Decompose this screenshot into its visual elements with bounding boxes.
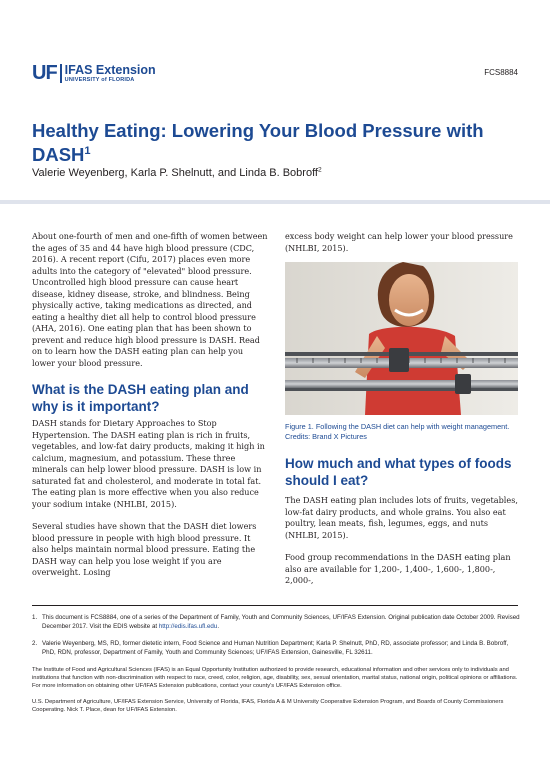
intro-continued-text: excess body weight can help lower your blood pressure (NHLBI, 2015). [285,231,513,253]
section-body-how-much [285,495,521,587]
authors-footnote-marker: 2 [317,166,322,174]
figure-photo-woman-on-scale [285,262,518,415]
page-title [32,119,512,167]
figure-caption [285,422,525,441]
equal-opportunity-notice: The Institute of Food and Agricultural Sciences (IFAS) is an Equal Opportunity Institution authorized to provide research, educational information and other services only to individuals and institutions that function with non-discrimination with respect to race, creed, color, religion, age, disability, sex, sexual orientation, marital status, national origin, political opinions or affiliations. For more information on obtaining other UF/IFAS Extension publications, contact your county's UF/IFAS Extension office. [32,667,518,690]
footnote-2-number: 2. [32,640,38,648]
intro-continued [285,231,520,254]
footnote-1-text: This document is FCS8884, one of a series of the Department of Family, Youth and Community Sciences, UF/IFAS Extension. Original publication date October 2009. Revised December 2017. Visit the EDIS website at [42,614,520,630]
section2-paragraph-2: Food group recommendations in the DASH eating plan also are available for 1,200-, 1,400-, 1,600-, 1,800-, 2,000-, [285,552,511,585]
section-heading-what-is-dash: What is the DASH eating plan and why is it important? [32,382,249,414]
footnote-1-number: 1. [32,614,38,621]
photo-illustration [285,262,518,415]
footnote-2 [32,640,522,657]
extension-name: IFAS Extension [64,63,156,77]
section1-paragraph-1: DASH stands for Dietary Approaches to Stop Hypertension. The DASH eating plan is rich in fruits, vegetables, and low-fat dairy products, making it high in calcium, magnesium, and potassium. These three minerals can help lower blood pressure. DASH is low in saturated fat and cholesterol, and moderate in total fat. The eating plan is more effective when you also reduce your sodium intake (NHLBI, 2015). [32,418,265,509]
figure-caption-text: Figure 1. Following the DASH diet can help with weight management. [285,422,510,431]
section2-paragraph-1: The DASH eating plan includes lots of fruits, vegetables, low-fat dairy products, and whole grains. You also eat poultry, lean meats, fish, legumes, eggs, and nuts (NHLBI, 2015). [285,495,518,540]
footnote-2-text: Valerie Weyenberg, MS, RD, former dietetic intern, Food Science and Human Nutrition Department; Karla P. Shelnutt, PhD, RD, associate professor; and Linda B. Bobroff, PhD, RDN, professor, Department of Family, Youth and Community Sciences; UF/IFAS Extension, Gainesville, FL 32611. [42,640,509,656]
title-text: Healthy Eating: Lowering Your Blood Pressure with DASH [32,120,484,165]
intro-paragraph [32,231,268,369]
usda-notice: U.S. Department of Agriculture, UF/IFAS Extension Service, University of Florida, IFAS, Florida A & M University Cooperative Extension Program, and Boards of County Commissioners Cooperating. Nick T. Place, dean for UF/IFAS Extension. [32,699,504,714]
author-line [32,167,322,179]
uf-logo-mark: UF [32,62,57,84]
header-divider [0,200,550,204]
intro-text: About one-fourth of men and one-fifth of women between the ages of 35 and 44 have high blood pressure (CDC, 2016). A recent report (Cifu, 2017) places even more adults into the category of "elevated" blood pressure. Uncontrolled high blood pressure can cause heart disease, kidney disease, stroke, and blindness. Being physically active, taking medications as directed, and eating a healthy diet all help to control blood pressure (AHA, 2016). One eating plan that has been shown to prevent and reduce high blood pressure is DASH. Read on to learn how the DASH eating plan can help you lower your blood pressure. [32,231,268,368]
ufifas-logo [32,62,156,85]
university-name: UNIVERSITY of FLORIDA [64,76,135,83]
title-footnote-marker: 1 [84,144,91,157]
document-id: FCS8884 [484,68,518,77]
edis-link[interactable]: http://edis.ifas.ufl.edu [158,622,218,630]
footnotes [32,614,522,714]
footnote-1-end: . [217,622,220,630]
section1-paragraph-2: Several studies have shown that the DASH diet lowers blood pressure in people with high blood pressure. It also helps maintain normal blood pressure. Eating the DASH way can help you lose weight if you are overweight. Losing [32,521,257,577]
footnote-1 [32,614,522,631]
footnote-1-body [42,614,522,631]
section-body-what-is-dash [32,418,268,579]
figure-credit: Credits: Brand X Pictures [285,431,367,441]
footnote-divider [32,605,518,606]
section-heading-how-much: How much and what types of foods should I eat? [285,456,512,488]
extension-wordmark [60,64,156,83]
authors-text: Valerie Weyenberg, Karla P. Shelnutt, and Linda B. Bobroff [32,167,318,179]
